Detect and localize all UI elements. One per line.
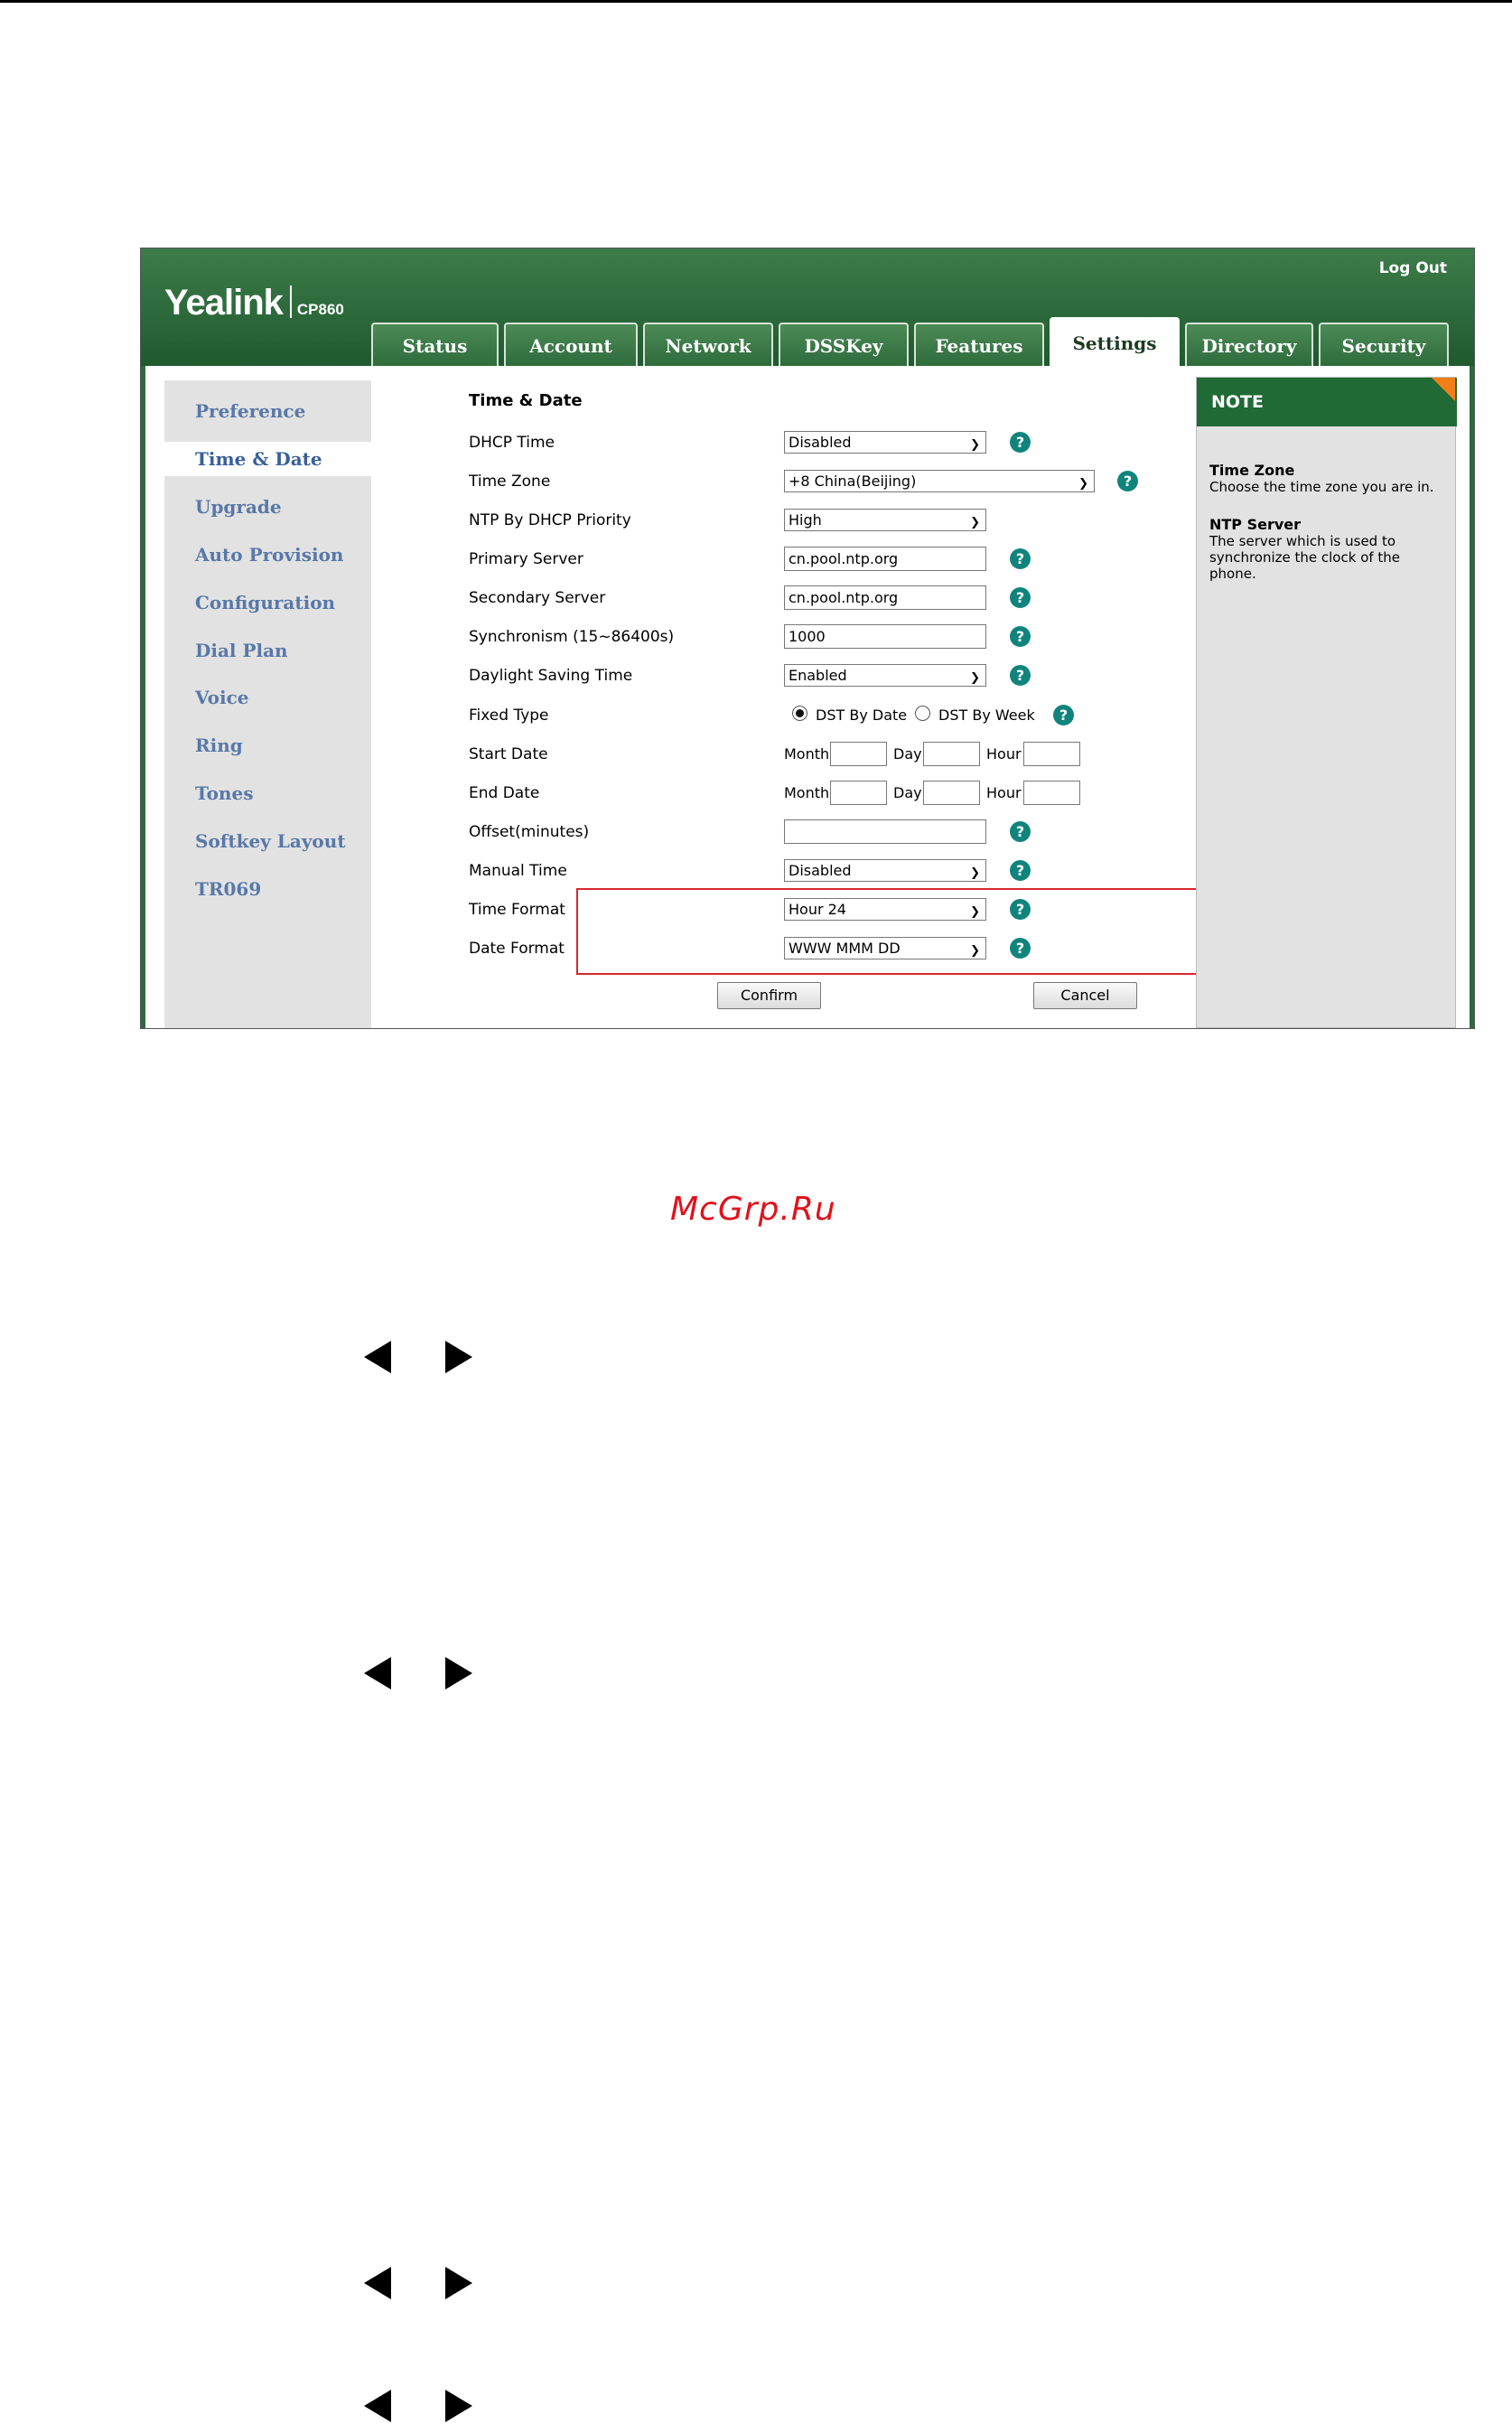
sidebar-item-ring[interactable]: Ring xyxy=(195,735,243,756)
confirm-button[interactable]: Confirm xyxy=(717,982,821,1009)
dhcp-time-label: DHCP Time xyxy=(469,434,555,452)
dhcp-time-select[interactable]: Disabled ❯ xyxy=(784,431,986,454)
note-panel xyxy=(1196,377,1456,1028)
arrow-right-icon[interactable] xyxy=(445,1341,472,1373)
daylight-saving-select[interactable]: Enabled ❯ xyxy=(784,664,986,687)
note-ntp-title: NTP Server xyxy=(1209,516,1302,533)
help-icon[interactable]: ? xyxy=(1010,665,1031,686)
note-ntp-server xyxy=(1209,517,1446,582)
arrow-left-icon[interactable] xyxy=(364,1341,391,1373)
help-icon[interactable]: ? xyxy=(1053,705,1074,725)
chevron-down-icon: ❯ xyxy=(1078,477,1088,491)
chevron-down-icon: ❯ xyxy=(970,516,980,529)
ntp-priority-label: NTP By DHCP Priority xyxy=(469,511,631,529)
end-hour-label: Hour xyxy=(986,784,1022,801)
sidebar-item-preference[interactable]: Preference xyxy=(195,400,306,422)
time-zone-select[interactable]: +8 China(Beijing) ❯ xyxy=(784,470,1095,492)
form-title: Time & Date xyxy=(469,391,583,410)
start-hour-label: Hour xyxy=(986,745,1022,763)
dst-by-date-label: DST By Date xyxy=(816,707,908,724)
offset-input[interactable] xyxy=(784,819,986,844)
secondary-server-input[interactable]: cn.pool.ntp.org xyxy=(784,585,986,610)
end-day-label: Day xyxy=(893,784,922,801)
ntp-priority-select[interactable]: High ❯ xyxy=(784,509,986,531)
start-day-input[interactable] xyxy=(923,742,980,766)
note-time-zone-text: Choose the time zone you are in. xyxy=(1209,479,1434,495)
chevron-down-icon: ❯ xyxy=(970,438,980,452)
sidebar-item-tones[interactable]: Tones xyxy=(195,782,254,804)
end-month-label: Month xyxy=(784,784,830,801)
watermark: McGrp.Ru xyxy=(670,1191,836,1228)
tab-security[interactable]: Security xyxy=(1319,323,1449,368)
arrow-right-icon[interactable] xyxy=(445,1657,472,1689)
help-icon[interactable]: ? xyxy=(1010,938,1031,959)
sidebar-item-softkey-layout[interactable]: Softkey Layout xyxy=(195,830,346,852)
synchronism-label: Synchronism (15~86400s) xyxy=(469,628,675,646)
note-corner-icon xyxy=(1432,378,1455,401)
sidebar-item-tr069[interactable]: TR069 xyxy=(195,878,262,900)
note-time-zone xyxy=(1209,463,1446,495)
brand-logo: Yealink CP860 xyxy=(164,283,344,323)
end-month-input[interactable] xyxy=(830,781,887,805)
tab-status[interactable]: Status xyxy=(371,323,499,368)
main-tabs xyxy=(371,319,1449,366)
help-icon[interactable]: ? xyxy=(1010,860,1031,881)
time-format-select[interactable]: Hour 24 ❯ xyxy=(784,898,986,921)
header-bar xyxy=(141,248,1474,366)
note-title: NOTE xyxy=(1197,378,1457,426)
synchronism-input[interactable]: 1000 xyxy=(784,624,986,649)
tab-settings[interactable]: Settings xyxy=(1050,317,1180,368)
start-hour-input[interactable] xyxy=(1023,742,1080,766)
page-top-rule xyxy=(0,0,1512,3)
sidebar-item-configuration[interactable]: Configuration xyxy=(195,592,336,613)
arrow-right-icon[interactable] xyxy=(445,2390,472,2422)
manual-time-label: Manual Time xyxy=(469,862,567,880)
help-icon[interactable]: ? xyxy=(1010,626,1031,647)
dst-by-week-label: DST By Week xyxy=(938,707,1035,724)
note-time-zone-title: Time Zone xyxy=(1209,462,1295,479)
model-name: CP860 xyxy=(296,301,344,318)
tab-network[interactable]: Network xyxy=(643,323,773,368)
tab-directory[interactable]: Directory xyxy=(1185,323,1313,368)
note-ntp-text: The server which is used to synchronize the clock of the phone. xyxy=(1209,533,1401,582)
dst-by-date-radio[interactable] xyxy=(792,706,807,721)
end-day-input[interactable] xyxy=(923,781,980,805)
content-area xyxy=(145,366,1470,1028)
start-month-input[interactable] xyxy=(830,742,887,766)
arrow-right-icon[interactable] xyxy=(445,2267,472,2299)
end-date-label: End Date xyxy=(469,784,540,802)
help-icon[interactable]: ? xyxy=(1010,587,1031,608)
sidebar-item-voice[interactable]: Voice xyxy=(195,687,249,708)
help-icon[interactable]: ? xyxy=(1010,548,1031,569)
chevron-down-icon: ❯ xyxy=(970,905,980,919)
start-day-label: Day xyxy=(893,745,922,763)
chevron-down-icon: ❯ xyxy=(970,944,980,958)
cancel-button[interactable]: Cancel xyxy=(1033,982,1137,1009)
end-hour-input[interactable] xyxy=(1023,781,1080,805)
chevron-down-icon: ❯ xyxy=(970,671,980,685)
dst-by-week-radio[interactable] xyxy=(915,706,930,721)
fixed-type-label: Fixed Type xyxy=(469,707,549,725)
primary-server-input[interactable]: cn.pool.ntp.org xyxy=(784,547,986,571)
help-icon[interactable]: ? xyxy=(1010,432,1031,453)
secondary-server-label: Secondary Server xyxy=(469,589,606,607)
manual-time-select[interactable]: Disabled ❯ xyxy=(784,859,986,882)
sidebar xyxy=(164,380,371,1028)
sidebar-item-upgrade[interactable]: Upgrade xyxy=(195,496,282,518)
date-format-label: Date Format xyxy=(469,940,565,958)
primary-server-label: Primary Server xyxy=(469,550,583,568)
time-date-form xyxy=(380,366,1175,1028)
web-ui-screenshot xyxy=(140,248,1475,1029)
daylight-saving-label: Daylight Saving Time xyxy=(469,667,633,685)
sidebar-item-auto-provision[interactable]: Auto Provision xyxy=(195,544,344,566)
date-format-select[interactable]: WWW MMM DD ❯ xyxy=(784,937,986,959)
arrow-left-icon[interactable] xyxy=(364,2267,391,2299)
time-zone-label: Time Zone xyxy=(469,473,551,491)
start-date-label: Start Date xyxy=(469,745,548,763)
tab-features[interactable]: Features xyxy=(914,323,1044,368)
logout-link[interactable]: Log Out xyxy=(1378,259,1447,277)
offset-label: Offset(minutes) xyxy=(469,823,590,841)
sidebar-item-dial-plan[interactable]: Dial Plan xyxy=(195,640,288,661)
help-icon[interactable]: ? xyxy=(1117,471,1138,491)
tab-dsskey[interactable]: DSSKey xyxy=(779,323,909,368)
sidebar-item-time-date[interactable]: Time & Date xyxy=(164,442,388,476)
time-format-label: Time Format xyxy=(469,901,565,919)
start-month-label: Month xyxy=(784,745,830,763)
help-icon[interactable]: ? xyxy=(1010,899,1031,920)
arrow-left-icon[interactable] xyxy=(364,1657,391,1689)
tab-account[interactable]: Account xyxy=(504,323,638,368)
arrow-left-icon[interactable] xyxy=(364,2390,391,2422)
help-icon[interactable]: ? xyxy=(1010,821,1031,842)
chevron-down-icon: ❯ xyxy=(970,866,980,880)
